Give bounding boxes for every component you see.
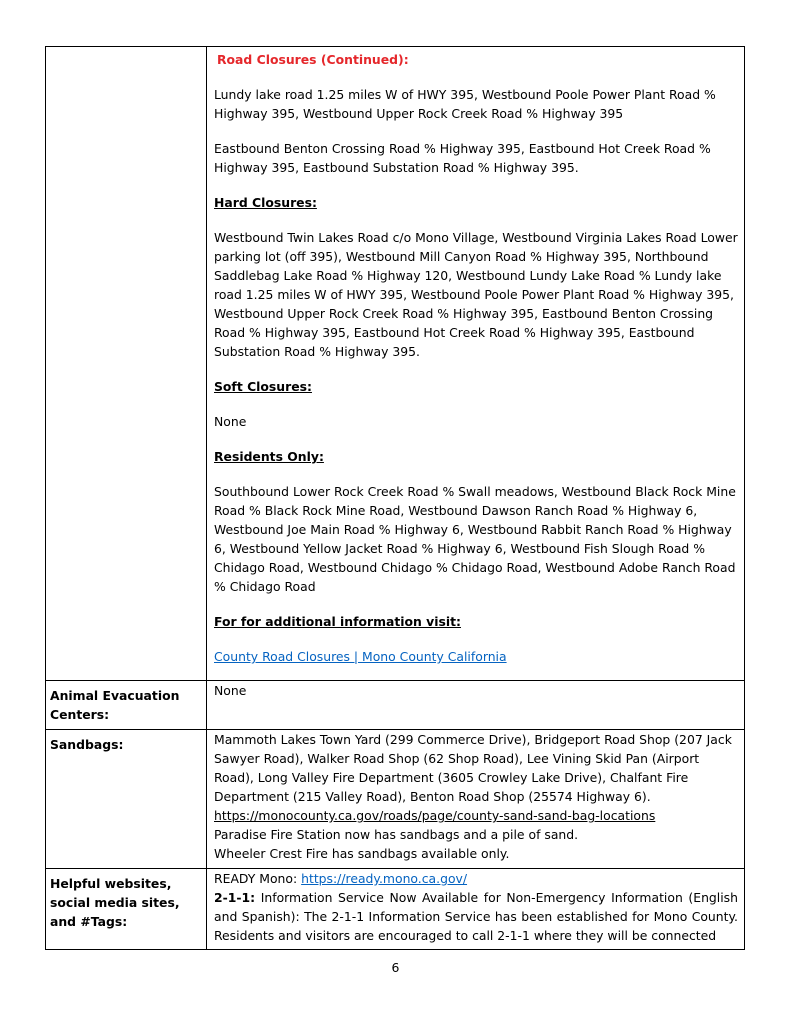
- sandbags-row: [46, 730, 745, 869]
- two-one-one-label: 2-1-1:: [214, 890, 256, 905]
- soft-closures-text: None: [214, 414, 247, 429]
- soft-closures-heading: Soft Closures:: [214, 379, 312, 394]
- sandbags-wheeler-note: Wheeler Crest Fire has sandbags available only.: [214, 846, 510, 861]
- road-closures-paragraph-2: Eastbound Benton Crossing Road % Highway 395, Eastbound Hot Creek Road % Highway 395, Eastbound Substation Road % Highway 395.: [214, 141, 711, 175]
- sandbags-paradise-note: Paradise Fire Station now has sandbags and a pile of sand.: [214, 827, 579, 842]
- sandbags-url[interactable]: https://monocounty.ca.gov/roads/page/county-sand-sand-bag-locations: [214, 808, 656, 823]
- helpful-websites-label: Helpful websites, social media sites, and #Tags:: [46, 869, 207, 950]
- ready-mono-label: READY Mono:: [214, 871, 302, 886]
- animal-evacuation-value: None: [207, 681, 745, 730]
- residents-only-text: Southbound Lower Rock Creek Road % Swall meadows, Westbound Black Rock Mine Road % Black Rock Mine Road, Westbound Dawson Ranch Road % Highway 6, Westbound Joe Main Road % Highway 6, Westbound Rabbit Ranch Road % Highway 6, Westbound Yellow Jacket Road % Highway 6, Westbound Fish Slough Road % Chidago Road, Westbound Chidago % Chidago Road, Westbound Adobe Ranch Road % Chidago Road: [214, 484, 736, 594]
- road-closures-continued-heading: Road Closures (Continued):: [217, 52, 409, 67]
- sandbags-label: Sandbags:: [46, 730, 207, 869]
- animal-evacuation-label: Animal Evacuation Centers:: [46, 681, 207, 730]
- road-closures-row: [46, 47, 745, 681]
- road-closures-label-cell: [46, 47, 207, 681]
- hard-closures-text: Westbound Twin Lakes Road c/o Mono Village, Westbound Virginia Lakes Road Lower parking lot (off 395), Westbound Mill Canyon Road % Highway 395, Northbound Saddlebag Lake Road % Highway 120, Westbound Lundy Lake Road % Lundy lake road 1.25 miles W of HWY 395, Westbound Poole Power Plant Road % Highway 395, Westbound Upper Rock Creek Road % Highway 395, Eastbound Benton Crossing Road % Highway 395, Eastbound Hot Creek Road % Highway 395, Eastbound Substation Road % Highway 395.: [214, 230, 738, 359]
- road-closures-paragraph-1: Lundy lake road 1.25 miles W of HWY 395, Westbound Poole Power Plant Road % Highway 395, Westbound Upper Rock Creek Road % Highway 395: [214, 87, 716, 121]
- page-number: 6: [391, 960, 400, 975]
- sandbags-locations-text: Mammoth Lakes Town Yard (299 Commerce Drive), Bridgeport Road Shop (207 Jack Sawyer Road), Walker Road Shop (62 Shop Road), Lee Vining Skid Pan (Airport Road), Long Valley Fire Department (3605 Crowley Lake Drive), Chalfant Fire Department (215 Valley Road), Benton Road Shop (25574 Highway 6).: [214, 732, 732, 804]
- additional-info-heading: For for additional information visit:: [214, 614, 461, 629]
- animal-evacuation-row: [46, 681, 745, 730]
- county-road-closures-link[interactable]: County Road Closures | Mono County California: [214, 649, 507, 664]
- info-table: [45, 46, 745, 950]
- sandbags-content-cell: [207, 730, 745, 869]
- residents-only-heading: Residents Only:: [214, 449, 324, 464]
- ready-mono-link[interactable]: https://ready.mono.ca.gov/: [301, 871, 468, 886]
- hard-closures-heading: Hard Closures:: [214, 195, 317, 210]
- road-closures-content-cell: [207, 47, 745, 681]
- helpful-websites-row: [46, 869, 745, 950]
- helpful-websites-content-cell: [207, 869, 745, 950]
- two-one-one-text: Information Service Now Available for Non-Emergency Information (English and Spanish): The 2-1-1 Information Service has been established for Mono County. Residents and visitors are encouraged to call 2-1-1 where they will be connected: [214, 890, 738, 943]
